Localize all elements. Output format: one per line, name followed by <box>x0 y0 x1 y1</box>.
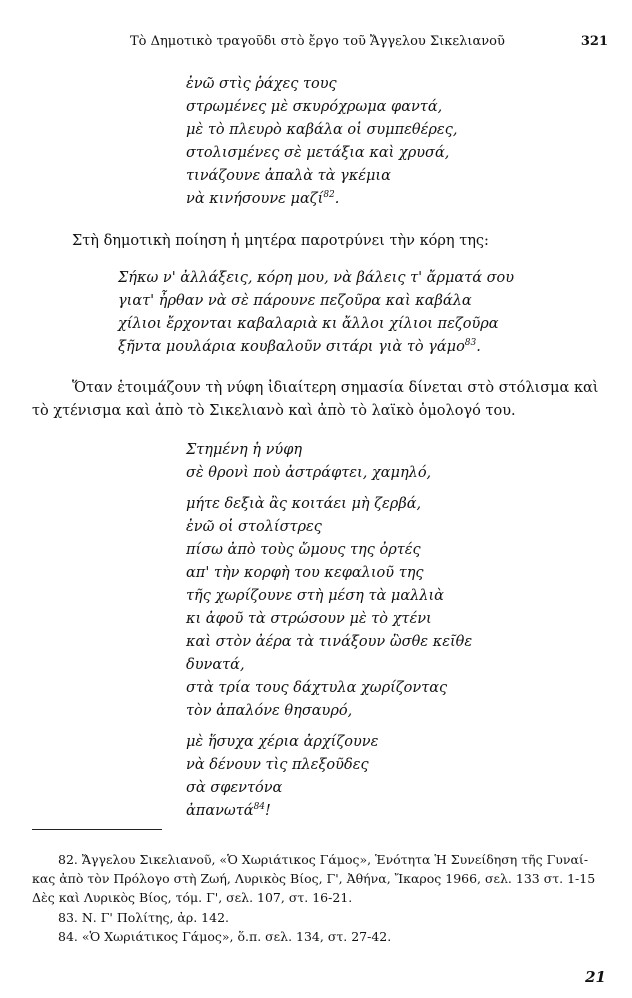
poem3-line: Στημένη ἡ νύφη <box>186 442 303 458</box>
footnote-ref: 83 <box>464 338 477 349</box>
poem2-line: Σήκω ν' ἀλλάξεις, κόρη μου, νὰ βάλεις τ' ἄρματά σου <box>118 270 515 286</box>
poem2-line: χίλιοι ἔρχονται καβαλαριὰ κι ἄλλοι χίλιοι πεζοῦρα <box>118 316 499 332</box>
poem3-line: ἀπανωτά$^{84}$! <box>186 802 271 819</box>
poem3-line: σὰ σφεντόνα <box>186 780 283 796</box>
body-paragraph-line: τὸ χτένισμα καὶ ἀπὸ τὸ Σικελιανὸ καὶ ἀπὸ τὸ λαϊκὸ ὁμολογό του. <box>32 403 516 419</box>
footnote-ref: 82 <box>323 190 335 201</box>
footnote-separator <box>32 829 162 830</box>
poem1-line: στρωμένες μὲ σκυρόχρωμα φαντά, <box>186 99 443 115</box>
poem3-line: σὲ θρονὶ ποὺ ἀστράφτει, χαμηλό, <box>186 465 432 481</box>
body-paragraph: Στὴ δημοτικὴ ποίηση ἡ μητέρα παροτρύνει τὴν κόρη της: <box>72 233 489 249</box>
page-number: 321 <box>580 34 608 49</box>
running-title: Τὸ Δημοτικὸ τραγοῦδι στὸ ἔργο τοῦ Ἄγγελου Σικελιανοῦ <box>130 34 505 49</box>
poem3-line: στὰ τρία τους δάχτυλα χωρίζοντας <box>186 680 448 696</box>
poem1-line: μὲ τὸ πλευρὸ καβάλα οἱ συμπεθέρες, <box>186 122 458 138</box>
poem3-line: απ' τὴν κορφὴ του κεφαλιοῦ της <box>186 565 424 581</box>
poem3-line: μὲ ἥσυχα χέρια ἀρχίζουνε <box>186 734 379 750</box>
poem1-line: τινάζουνε ἀπαλὰ τὰ γκέμια <box>186 168 391 184</box>
poem1-line: ἐνῶ στὶς ῥάχες τους <box>186 76 337 92</box>
poem3-line: τῆς χωρίζουνε στὴ μέση τὰ μαλλιὰ <box>186 588 444 604</box>
poem1-line: νὰ κινήσουνε μαζί$^{82}$. <box>186 190 340 207</box>
poem3-line: νὰ δένουν τὶς πλεξοῦδες <box>186 757 369 773</box>
poem2-line: ξῆντα μουλάρια κουβαλοῦν σιτάρι γιὰ τὸ γάμο$^{83}$. <box>118 338 481 355</box>
poem1-line: στολισμένες σὲ μετάξια καὶ χρυσά, <box>186 145 450 161</box>
folio-number: 21 <box>585 968 606 986</box>
footnote-line: Δὲς καὶ Λυρικὸς Βίος, τόμ. Γ', σελ. 107, στ. 16-21. <box>32 890 353 905</box>
footnote-ref: 84 <box>253 802 266 813</box>
poem3-line: δυνατά, <box>186 657 245 673</box>
poem3-line: ἐνῶ οἱ στολίστρες <box>186 519 322 535</box>
footnote-line: 82. Ἄγγελου Σικελιανοῦ, «Ὁ Χωριάτικος Γάμος», Ἑνότητα Ἡ Συνείδηση τῆς Γυναί- <box>58 852 589 867</box>
poem3-line: πίσω ἀπὸ τοὺς ὤμους της ὀρτές <box>186 542 421 558</box>
footnote-line: κας ἀπὸ τὸν Πρόλογο στὴ Ζωή, Λυρικὸς Βίος, Γ', Ἀθήνα, Ἴκαρος 1966, σελ. 133 στ. 1-15 <box>32 871 596 886</box>
poem3-line: μήτε δεξιὰ ἂς κοιτάει μὴ ζερβά, <box>186 496 422 512</box>
poem2-line: γιατ' ἦρθαν νὰ σὲ πάρουνε πεζοῦρα καὶ καβάλα <box>118 293 472 309</box>
footnote-line: 83. Ν. Γ' Πολίτης, ἀρ. 142. <box>58 910 229 925</box>
poem3-line: κι ἀφοῦ τὰ στρώσουν μὲ τὸ χτένι <box>186 611 432 627</box>
poem3-line: καὶ στὸν ἀέρα τὰ τινάξουν ὣσθε κεῖθε <box>186 634 473 650</box>
body-paragraph-line: Ὅταν ἑτοιμάζουν τὴ νύφη ἰδιαίτερη σημασία δίνεται στὸ στόλισμα καὶ <box>72 380 599 396</box>
poem3-line: τὸν ἀπαλόνε θησαυρό, <box>186 703 353 719</box>
footnote-line: 84. «Ὁ Χωριάτικος Γάμος», ὅ.π. σελ. 134, στ. 27-42. <box>58 929 392 944</box>
